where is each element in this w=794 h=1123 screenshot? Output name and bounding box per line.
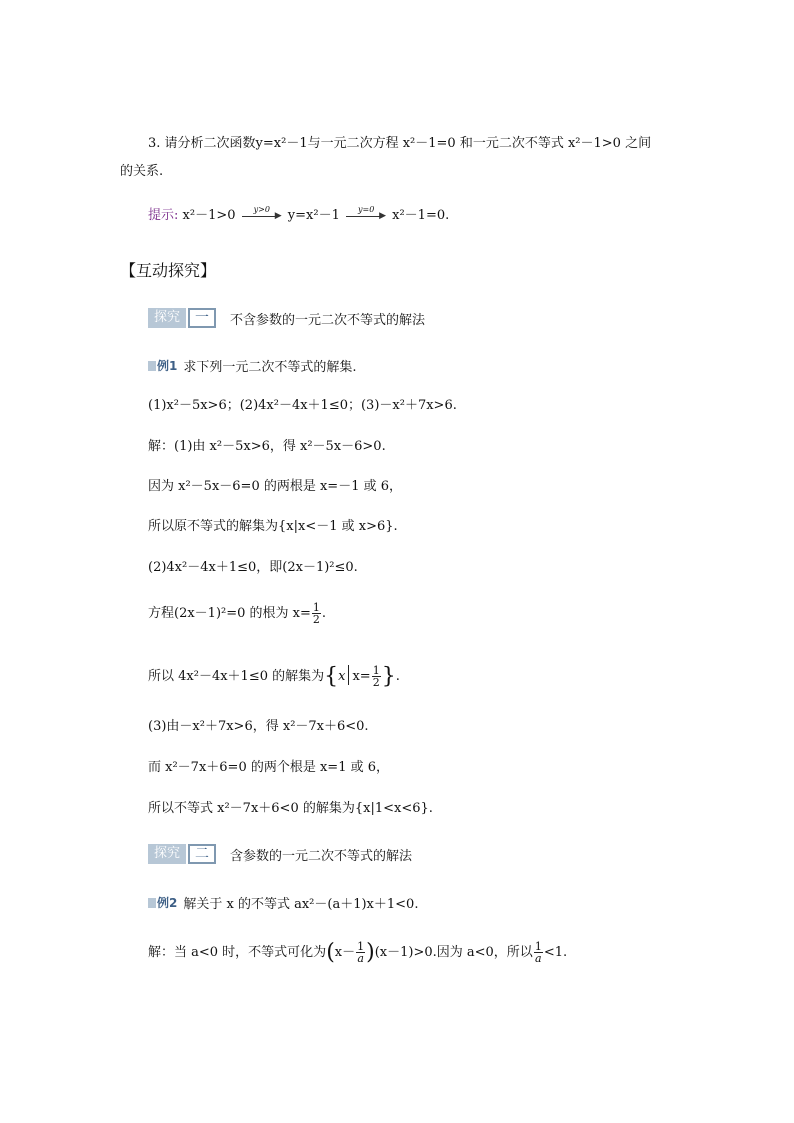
- arrow-label-1: y>0: [253, 204, 270, 214]
- example-label: 例2: [148, 894, 177, 912]
- fraction: $\frac{1}{a}$: [357, 940, 365, 965]
- section-heading: 【互动探究】: [120, 261, 217, 280]
- solution-line: 所以不等式 x²－7x＋6<0 的解集为{x|1<x<6}.: [148, 801, 433, 816]
- explore-badge: 探究: [148, 308, 186, 328]
- solution-line: 所以原不等式的解集为{x|x<－1 或 x>6}.: [148, 519, 398, 534]
- example-label: 例1: [148, 357, 177, 375]
- arrow-icon: y>0 ▶: [242, 210, 282, 222]
- solution-line: 方程(2x－1)²=0 的根为 x= $\frac{1}{2}$ .: [148, 601, 327, 626]
- solution-line: 解：当 a<0 时，不等式可化为(x－ $\frac{1}{a}$ )(x－1)>0.因为 a<0，所以 $\frac{1}{a}$ <1.: [148, 940, 568, 965]
- explore-badge: 探究: [148, 844, 186, 864]
- solution-line: 因为 x²－5x－6=0 的两根是 x=－1 或 6，: [148, 479, 403, 494]
- explore-2-tag: [148, 844, 412, 864]
- explore-title: 不含参数的一元二次不等式的解法: [230, 312, 426, 328]
- example-1-stem: 例1 求下列一元二次不等式的解集.: [148, 357, 357, 377]
- example-2-stem: 例2 解关于 x 的不等式 ax²－(a＋1)x＋1<0.: [148, 894, 418, 914]
- hint-label: 提示:: [148, 208, 179, 223]
- fraction: $\frac{1}{2}$: [312, 601, 320, 626]
- solution-line: 解：(1)由 x²－5x>6，得 x²－5x－6>0.: [148, 439, 386, 454]
- explore-number: 一: [188, 308, 216, 328]
- arrow-icon: y=0 ▶: [346, 210, 386, 222]
- example-icon: [148, 898, 156, 908]
- question-3-line-2: 的关系.: [120, 164, 164, 179]
- solution-line: (2)4x²－4x＋1≤0，即(2x－1)²≤0.: [148, 560, 358, 575]
- example-icon: [148, 361, 156, 371]
- fraction: $\frac{1}{2}$: [372, 664, 380, 689]
- solution-line: 所以 4x²－4x＋1≤0 的解集为{x x= $\frac{1}{2}$ }.: [148, 664, 400, 689]
- question-3-line-1: 3. 请分析二次函数y=x²－1与一元二次方程 x²－1=0 和一元二次不等式 x²－1>0 之间: [148, 136, 652, 151]
- hint-equation: x²－1=0.: [392, 208, 450, 223]
- example-1-problems: (1)x²－5x>6；(2)4x²－4x＋1≤0；(3)－x²＋7x>6.: [148, 398, 457, 413]
- explore-title: 含参数的一元二次不等式的解法: [230, 848, 413, 864]
- solution-line: (3)由－x²＋7x>6，得 x²－7x＋6<0.: [148, 719, 369, 734]
- explore-number: 二: [188, 844, 216, 864]
- hint-line: [148, 204, 450, 225]
- explore-1-tag: [148, 308, 425, 328]
- fraction: $\frac{1}{a}$: [534, 940, 542, 965]
- hint-function: y=x²－1: [287, 208, 340, 223]
- hint-inequality: x²－1>0: [182, 208, 236, 223]
- arrow-label-2: y=0: [358, 204, 375, 214]
- solution-line: 而 x²－7x＋6=0 的两个根是 x=1 或 6，: [148, 760, 390, 775]
